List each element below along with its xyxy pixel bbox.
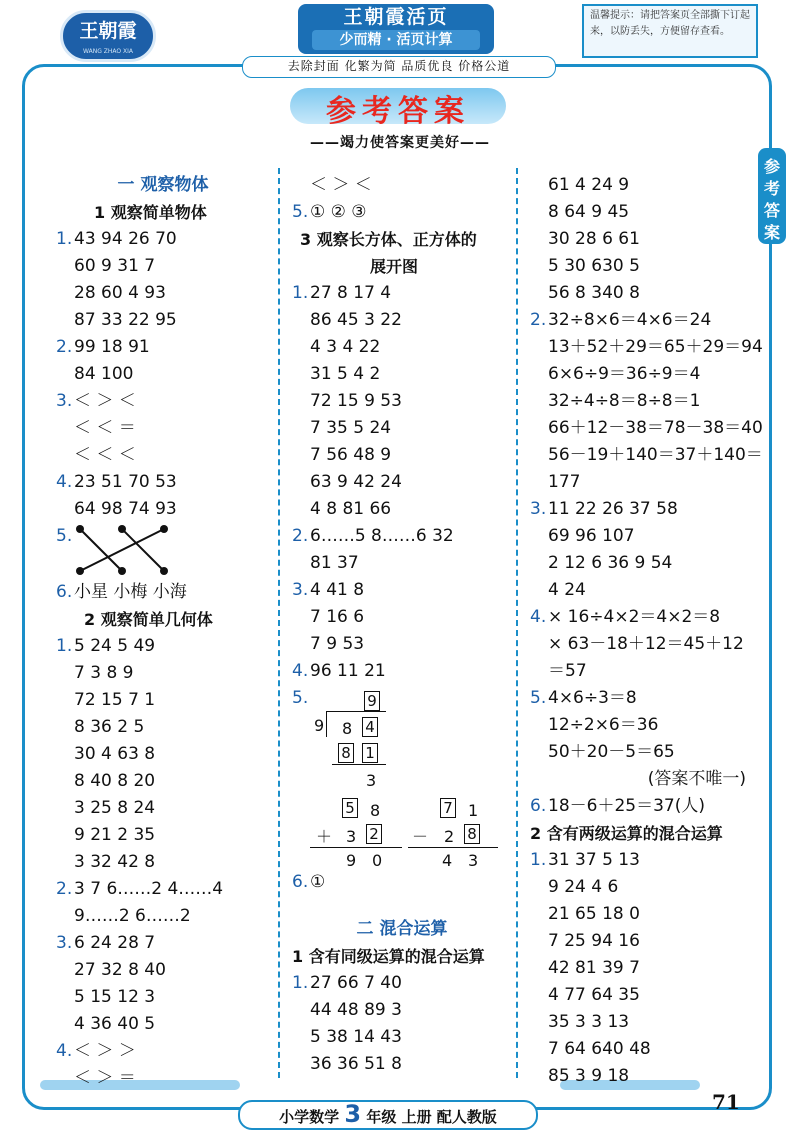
difference-digit: 4 [442,851,453,870]
answer-line: 6×6÷9＝36÷9＝4 [548,364,701,384]
answer-line: 9……2 6……2 [74,906,191,926]
question-number: 2. [530,310,547,330]
answer-line: 9 21 2 35 [74,825,156,845]
question-number: 6. [56,582,73,602]
minus-sign: － [412,827,429,846]
question-number: 5. [292,202,309,222]
slogan-bar: 去除封面 化繁为简 品质优良 价格公道 [242,56,556,78]
dividend-digit: 8 [342,719,353,738]
answer-line: 42 81 39 7 [548,958,640,978]
answer-line: 7 3 8 9 [74,663,134,683]
answer-line: 96 11 21 [310,661,386,681]
answer-line: 23 51 70 53 [74,472,177,492]
answer-line: 3 25 8 24 [74,798,156,818]
answer-line: ＜ ＞ ＝ [74,1068,136,1088]
question-number: 6. [530,796,547,816]
answer-line: ＜ ＜ ＝ [74,418,136,438]
question-number: 3. [530,499,547,519]
difference-line [408,847,498,848]
question-number: 1. [56,229,73,249]
vertical-calculation [292,685,512,869]
answer-line: 44 48 89 3 [310,1000,402,1020]
answer-line: 69 96 107 [548,526,635,546]
question-number: 6. [292,872,309,892]
answer-line: 7 9 53 [310,634,365,654]
question-number: 4. [56,1041,73,1061]
answer-line: ① ② ③ [310,202,367,222]
answer-line: 87 33 22 95 [74,310,177,330]
answer-line: 72 15 7 1 [74,690,156,710]
plus-sign: ＋ [316,827,333,846]
answer-line: 27 32 8 40 [74,960,166,980]
answer-line: ＜ ＞ ＜ [74,391,136,411]
answer-line: 72 15 9 53 [310,391,402,411]
answer-line: 66＋12－38＝78－38＝40 [548,418,763,438]
match-line [80,529,122,571]
answer-line: 32÷8×6＝4×6＝24 [548,310,712,330]
answer-column-2 [292,172,512,1078]
answer-line: 4 77 64 35 [548,985,640,1005]
answer-line: 86 45 3 22 [310,310,402,330]
question-number: 1. [292,283,309,303]
question-number: 4. [530,607,547,627]
remainder: 3 [366,771,377,790]
answer-line: 32÷4÷8＝8÷8＝1 [548,391,701,411]
answer-line: ＜ ＜ ＜ [74,445,136,465]
question-number: 3. [292,580,309,600]
subtrahend-digit: 2 [444,827,455,846]
answer-line: 36 36 51 8 [310,1054,402,1074]
question-number: 1. [530,850,547,870]
answer-line: 8 40 8 20 [74,771,156,791]
answer-line: 27 8 17 4 [310,283,392,303]
answer-line: 4 3 4 22 [310,337,381,357]
answer-line: 5 15 12 3 [74,987,156,1007]
answer-line: 81 37 [310,553,359,573]
sum-digit: 0 [372,851,383,870]
answer-line: 11 22 26 37 58 [548,499,678,519]
product-box: 8 [338,740,354,767]
answer-line: 8 64 9 45 [548,202,630,222]
section-title: 1 含有同级运算的混合运算 [292,947,485,966]
answer-line: 4 8 81 66 [310,499,392,519]
column-divider [278,168,280,1078]
addend-box: 5 [342,795,358,822]
answer-line: 4×6÷3＝8 [548,688,637,708]
subtrahend-box: 8 [464,821,480,848]
answer-line: 小星 小梅 小海 [74,582,187,602]
question-number: 5. [530,688,547,708]
answer-line: 13＋52＋29＝65＋29＝94 [548,337,763,357]
answer-line: 28 60 4 93 [74,283,166,303]
answer-line: 56－19＋140＝37＋140＝ [548,445,763,465]
question-number: 4. [56,472,73,492]
question-number: 1. [292,973,309,993]
dividend-box: 4 [362,714,378,741]
answer-line: × 16÷4×2＝4×2＝8 [548,607,721,627]
question-number: 4. [292,661,309,681]
division-line [332,764,386,765]
answer-line: 7 64 640 48 [548,1039,651,1059]
answer-line: ① [310,872,326,892]
answer-note: (答案不唯一) [647,769,746,789]
answer-line: 85 3 9 18 [548,1066,630,1086]
answer-line: 7 16 6 [310,607,365,627]
question-number: 3. [56,933,73,953]
tip-box: 温馨提示：请把答案页全部撕下订起来，以防丢失，方便留存查看。 [582,4,758,58]
brand-banner [298,4,494,54]
division-bracket-top [326,711,386,712]
answer-line: 3 32 42 8 [74,852,156,872]
answer-line: 43 94 26 70 [74,229,177,249]
product-box: 1 [362,740,378,767]
matching-answer [56,523,270,579]
footer-edition: 年级 上册 配人教版 [366,1108,497,1126]
question-number: 2. [292,526,309,546]
footer-subject: 小学数学 [279,1108,340,1126]
answer-line: ＜ ＞ ＜ [310,175,372,195]
section-title: 3 观察长方体、正方体的 [300,230,477,249]
addend-box: 2 [366,821,382,848]
answer-line: 99 18 91 [74,337,150,357]
answer-line: 56 8 340 8 [548,283,640,303]
answer-line: 35 3 3 13 [548,1012,630,1032]
answer-line: 50＋20－5＝65 [548,742,675,762]
answer-line: 3 7 6……2 4……4 [74,879,224,899]
footer-book-info [238,1100,538,1130]
answer-line: 60 9 31 7 [74,256,156,276]
section-title: 2 观察简单几何体 [84,610,213,629]
divisor: 9 [314,716,325,735]
logo-subtext: WANG ZHAO XIA [83,48,133,55]
answer-line: 2 12 6 36 9 54 [548,553,673,573]
answer-line: ＜ ＞ ＞ [74,1041,136,1061]
answer-line: ＝57 [548,661,587,681]
column-divider [516,168,518,1078]
sum-digit: 9 [346,851,357,870]
answer-line: 4 36 40 5 [74,1014,156,1034]
side-tab: 参考答案 [758,148,786,244]
match-line [122,529,164,571]
answer-line: 6……5 8……6 32 [310,526,454,546]
section-title: 1 观察简单物体 [94,203,207,222]
question-number: 2. [56,337,73,357]
answer-line: 31 37 5 13 [548,850,640,870]
difference-digit: 3 [468,851,479,870]
page-subtitle: ——竭力使答案更美好—— [310,135,490,151]
answer-line: 30 4 63 8 [74,744,156,764]
answer-line: 84 100 [74,364,134,384]
answer-line: 5 24 5 49 [74,636,156,656]
addend-digit: 3 [346,827,357,846]
answer-line: 63 9 42 24 [310,472,402,492]
unit-title: 二 混合运算 [356,919,448,939]
section-title: 2 含有两级运算的混合运算 [530,824,723,843]
brand-subtitle: 少而精 · 活页计算 [312,30,480,50]
answer-line: 27 66 7 40 [310,973,402,993]
answer-line: 7 35 5 24 [310,418,392,438]
answer-line: 5 30 630 5 [548,256,640,276]
page-title: 参考答案 [326,94,470,129]
unit-title: 一 观察物体 [117,175,209,195]
answer-line: 64 98 74 93 [74,499,177,519]
question-number: 5. [292,688,309,708]
answer-line: 30 28 6 61 [548,229,640,249]
header [0,0,800,64]
answer-line: 177 [548,472,581,492]
minuend-box: 7 [440,795,456,822]
section-title-cont: 展开图 [370,257,419,276]
question-number: 2. [56,879,73,899]
matching-lines [56,523,236,579]
answer-line: × 63－18＋12＝45＋12 [548,634,744,654]
question-number: 1. [56,636,73,656]
answer-column-3 [530,172,763,1090]
division-bracket-side [326,711,327,737]
answer-line: 9 24 4 6 [548,877,619,897]
answer-line: 31 5 4 2 [310,364,381,384]
quotient-digit: 9 [364,688,380,715]
answer-line: 61 4 24 9 [548,175,630,195]
answer-line: 18－6＋25＝37(人) [548,796,705,816]
footer-grade: 3 [344,1100,362,1128]
answer-line: 6 24 28 7 [74,933,156,953]
match-line [80,529,164,571]
page-number: 71 [712,1090,740,1114]
minuend-digit: 1 [468,801,479,820]
answer-line: 8 36 2 5 [74,717,145,737]
question-number: 5. [56,526,73,546]
brand-logo [60,10,156,62]
question-number: 3. [56,391,73,411]
answer-line: 4 41 8 [310,580,365,600]
answer-line: 4 24 [548,580,586,600]
answer-line: 21 65 18 0 [548,904,640,924]
answer-line: 12÷2×6＝36 [548,715,659,735]
answer-column-1 [56,172,270,1092]
answer-line: 5 38 14 43 [310,1027,402,1047]
addend-digit: 8 [370,801,381,820]
logo-text: 王朝霞 [79,20,137,42]
brand-title: 王朝霞活页 [343,6,449,28]
answer-line: 7 56 48 9 [310,445,392,465]
answer-line: 7 25 94 16 [548,931,640,951]
